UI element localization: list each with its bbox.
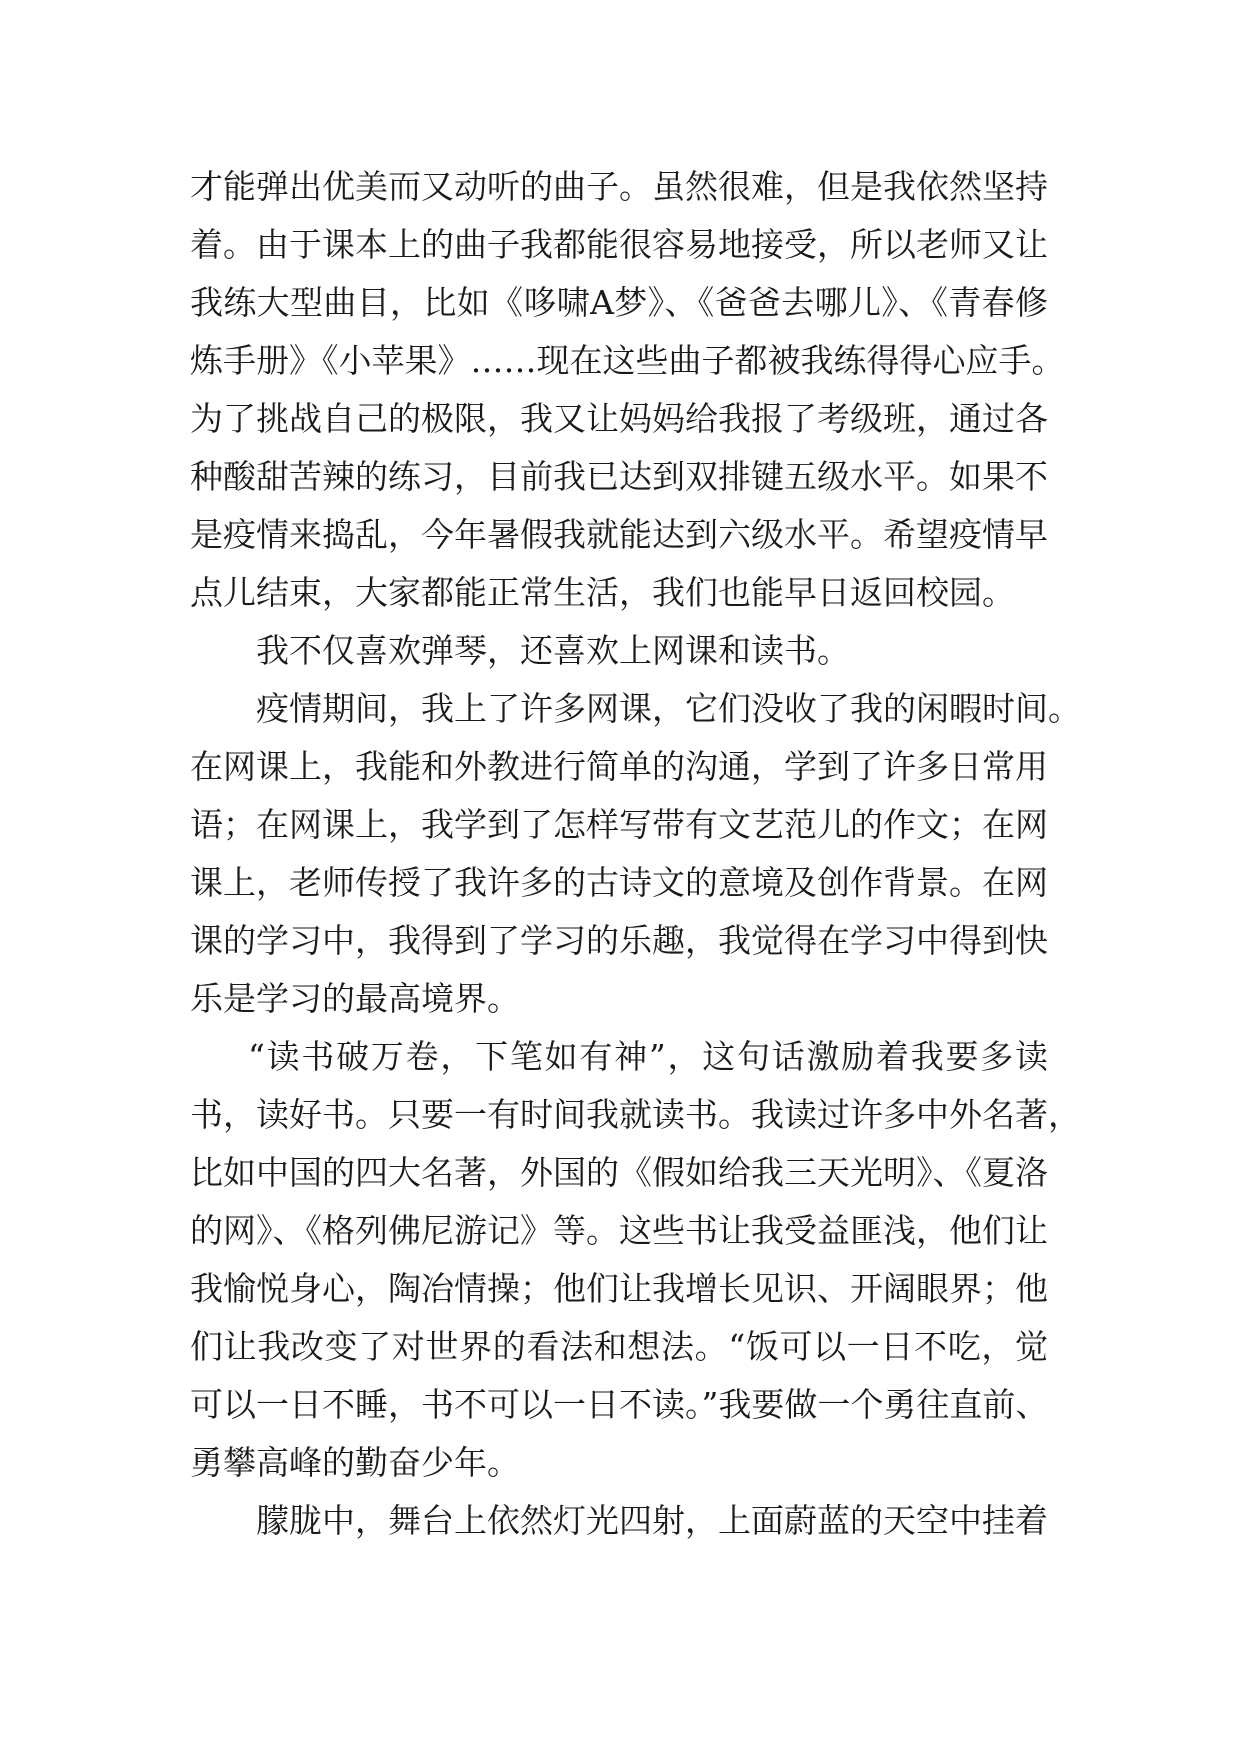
text-line: 语；在网课上，我学到了怎样写带有文艺范儿的作文；在网 [190,805,1048,844]
text-line: 为了挑战自己的极限，我又让妈妈给我报了考级班，通过各 [190,399,1048,438]
text-line: 课的学习中，我得到了学习的乐趣，我觉得在学习中得到快 [190,921,1048,960]
text-line: 书，读好书。只要一有时间我就读书。我读过许多中外名著， [190,1095,1081,1134]
text-line: 我愉悦身心，陶冶情操；他们让我增长见识、开阔眼界；他 [190,1269,1048,1308]
text-line: 炼手册》《小苹果》……现在这些曲子都被我练得得心应手。 [190,341,1065,380]
text-line: 我练大型曲目，比如《哆啸A梦》、《爸爸去哪儿》、《青春修 [190,283,1048,322]
text-line: 才能弹出优美而又动听的曲子。虽然很难，但是我依然坚持 [190,167,1048,206]
text-line: 种酸甜苦辣的练习，目前我已达到双排键五级水平。如果不 [190,457,1048,496]
text-line: 乐是学习的最高境界。 [190,979,520,1018]
text-line: 着。由于课本上的曲子我都能很容易地接受，所以老师又让 [190,225,1048,264]
text-line: 可以一日不睡，书不可以一日不读。”我要做一个勇往直前、 [190,1385,1049,1424]
text-line: 是疫情来捣乱，今年暑假我就能达到六级水平。希望疫情早 [190,515,1048,554]
text-line: 比如中国的四大名著，外国的《假如给我三天光明》、《夏洛 [190,1153,1048,1192]
paragraph-first-line: 我不仅喜欢弹琴，还喜欢上网课和读书。 [256,631,850,670]
text-line: 们让我改变了对世界的看法和想法。“饭可以一日不吃，觉 [190,1327,1048,1366]
text-line: 勇攀高峰的勤奋少年。 [190,1443,520,1482]
text-line: 的网》、《格列佛尼游记》等。这些书让我受益匪浅，他们让 [190,1211,1048,1250]
paragraph-first-line: “读书破万卷，下笔如有神”，这句话激励着我要多读 [248,1037,1048,1076]
paragraph-first-line: 朦胧中，舞台上依然灯光四射，上面蔚蓝的天空中挂着 [256,1501,1048,1540]
text-line: 点儿结束，大家都能正常生活，我们也能早日返回校园。 [190,573,1015,612]
text-line: 课上，老师传授了我许多的古诗文的意境及创作背景。在网 [190,863,1048,902]
text-line: 在网课上，我能和外教进行简单的沟通，学到了许多日常用 [190,747,1048,786]
paragraph-first-line: 疫情期间，我上了许多网课，它们没收了我的闲暇时间。 [256,689,1081,728]
